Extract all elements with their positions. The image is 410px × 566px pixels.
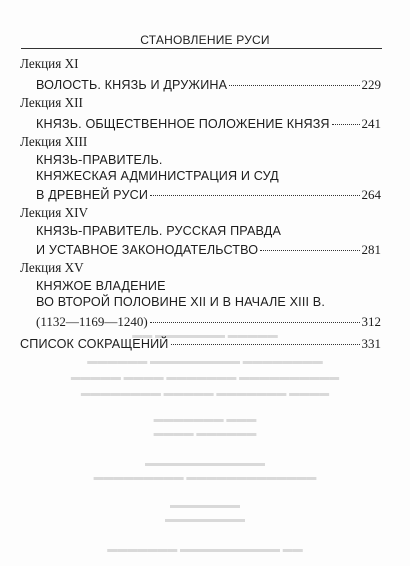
toc-page-number: 264 — [361, 187, 381, 202]
toc-entry-row[interactable] — [36, 74, 381, 93]
toc-page-number: 312 — [361, 314, 381, 329]
show-through-text: ▬▬▬▬▬▬ ▬▬▬▬▬▬▬▬▬ ▬▬▬▬▬▬▬▬ — [87, 356, 323, 367]
toc-page-number: 241 — [361, 116, 381, 131]
toc-lecture-label: Лекция XIII — [20, 134, 88, 149]
dot-leader — [150, 308, 360, 323]
toc-lecture-label: Лекция XI — [20, 56, 79, 71]
show-through-text: ▬▬▬▬▬▬▬▬▬ ▬▬▬▬▬▬▬▬▬▬▬▬▬ — [93, 472, 317, 483]
toc-entry-title: КНЯЖОЕ ВЛАДЕНИЕ — [36, 279, 166, 293]
toc-entry-title: (1132—1169—1240) — [36, 314, 148, 329]
toc-entry-title: СПИСОК СОКРАЩЕНИЙ — [20, 337, 169, 351]
toc-entry-title: ВО ВТОРОЙ ПОЛОВИНЕ XII И В НАЧАЛЕ XIII В. — [36, 295, 325, 309]
toc-entry-row[interactable] — [36, 184, 381, 203]
toc-lecture-label: Лекция XV — [20, 260, 84, 275]
toc-entry-row[interactable] — [20, 333, 381, 352]
show-through-text: ▬▬▬▬ ▬▬▬▬▬▬ — [153, 428, 257, 439]
dot-leader — [332, 110, 360, 125]
dot-leader — [260, 236, 359, 251]
toc-page-number: 229 — [361, 77, 381, 92]
show-through-text: ▬▬▬▬▬ ▬▬▬▬ ▬▬▬▬▬▬▬ ▬▬▬▬▬▬▬▬▬▬ — [70, 372, 340, 383]
show-through-text: ▬▬▬▬▬▬▬ ▬▬▬▬▬▬▬▬▬▬ ▬▬ — [107, 544, 303, 555]
toc-page-number: 331 — [361, 336, 381, 351]
toc-entry-title: КНЯЗЬ. ОБЩЕСТВЕННОЕ ПОЛОЖЕНИЕ КНЯЗЯ — [36, 117, 330, 131]
toc-entry-title: КНЯЖЕСКАЯ АДМИНИСТРАЦИЯ И СУД — [36, 169, 279, 183]
toc-entry-title: ВОЛОСТЬ. КНЯЗЬ И ДРУЖИНА — [36, 78, 228, 92]
toc-entry-row[interactable] — [36, 239, 381, 258]
show-through-text: ▬▬▬▬▬▬▬ — [170, 500, 240, 511]
show-through-text: ▬▬ ▬▬▬▬▬▬▬ ▬▬▬▬▬ — [132, 330, 278, 341]
toc-entry-title: В ДРЕВНЕЙ РУСИ — [36, 188, 149, 202]
toc-page-number: 281 — [361, 242, 381, 257]
show-through-text: ▬▬▬▬▬▬▬▬ ▬▬▬▬▬ ▬▬▬▬▬▬▬ ▬▬▬▬ — [80, 388, 330, 399]
toc-lecture-label: Лекция XII — [20, 95, 83, 110]
dot-leader — [229, 71, 359, 86]
toc-entry-title: И УСТАВНОЕ ЗАКОНОДАТЕЛЬСТВО — [36, 243, 259, 257]
toc-lecture-label: Лекция XIV — [20, 205, 89, 220]
toc-entry-title: КНЯЗЬ-ПРАВИТЕЛЬ. РУССКАЯ ПРАВДА — [36, 224, 282, 238]
show-through-text: ▬▬▬▬▬▬▬▬▬▬▬▬ — [145, 458, 265, 469]
dot-leader — [150, 181, 359, 196]
toc-entry-row[interactable] — [36, 311, 381, 330]
show-through-text: ▬▬▬▬▬▬▬▬ — [165, 514, 245, 525]
toc-entry-row[interactable] — [36, 113, 381, 132]
show-through-text: ▬▬▬▬▬▬▬ ▬▬▬ — [153, 414, 257, 425]
running-head: СТАНОВЛЕНИЕ РУСИ — [140, 33, 270, 47]
toc-entry-title: КНЯЗЬ-ПРАВИТЕЛЬ. — [36, 153, 163, 167]
dot-leader — [171, 330, 360, 345]
